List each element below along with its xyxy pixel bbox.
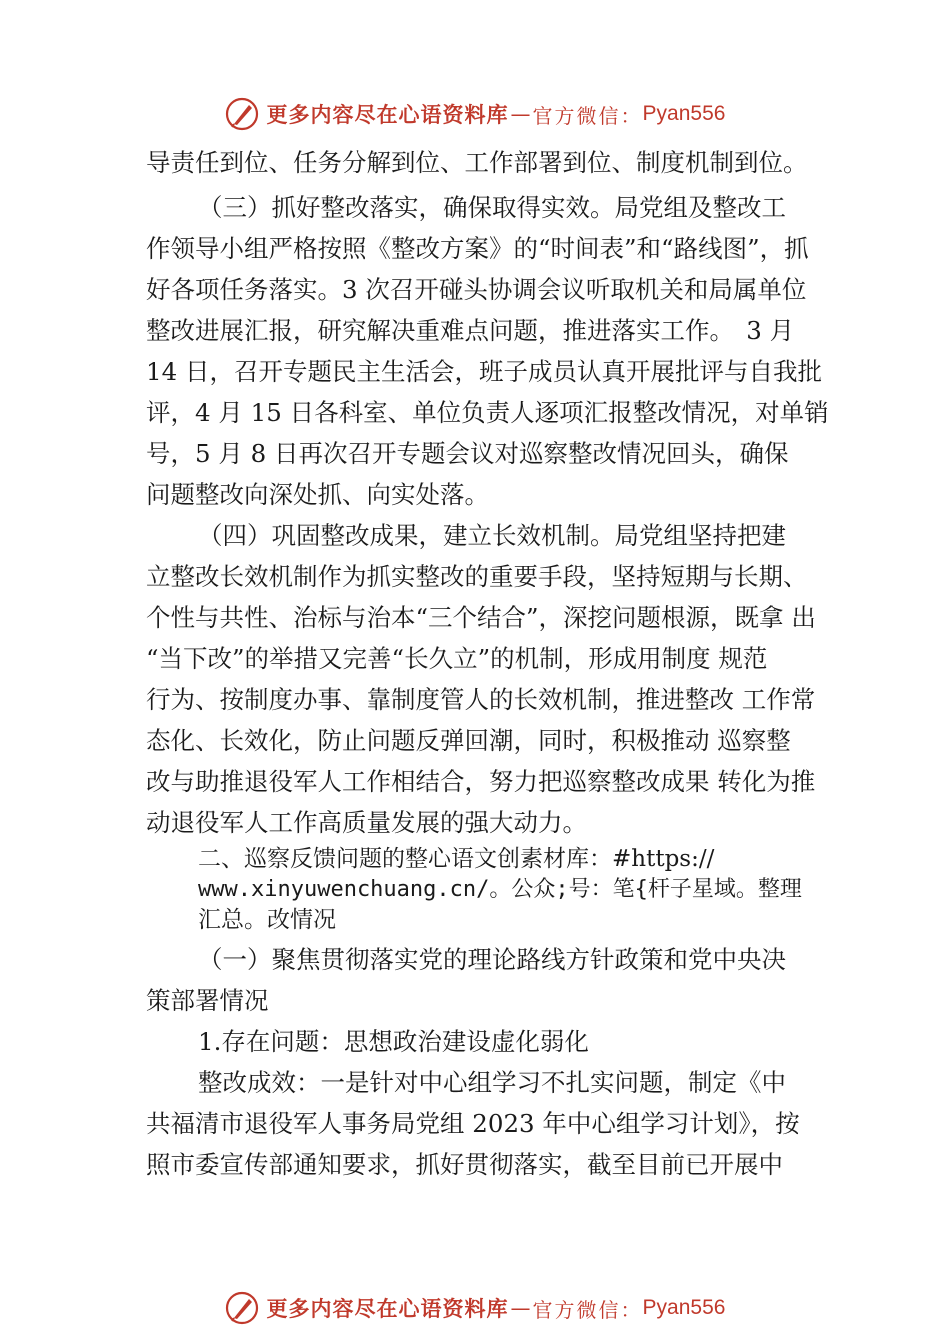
paragraph-4-heading: （四）巩固整改成果，建立长效机制。局党组坚持把建 [198,521,786,550]
text-line: 态化、长效化，防止问题反弹回潮，同时，积极推动 巡察整 [146,726,791,755]
text-line: 策部署情况 [146,986,269,1015]
text-line: 问题整改向深处抓、向实处落。 [146,480,489,509]
header-dash: — [510,102,531,126]
text-line: 整改进展汇报，研究解决重难点问题，推进落实工作。 3 月 [146,316,795,345]
text-line: 作领导小组严格按照《整改方案》的“时间表”和“路线图”，抓 [146,234,809,263]
problem-heading: 1.存在问题：思想政治建设虚化弱化 [198,1027,589,1056]
text-line: 汇总。改情况 [198,907,336,933]
text-line: “当下改”的举措又完善“长久立”的机制，形成用制度 规范 [146,644,768,673]
text-line: 整改成效：一是针对中心组学习不扎实问题，制定《中 [198,1068,786,1097]
subsection-1-heading: （一）聚焦贯彻落实党的理论路线方针政策和党中央决 [198,945,786,974]
text-line: 个性与共性、治标与治本“三个结合”，深挖问题根源，既拿 出 [146,603,816,632]
header-brand-text: 更多内容尽在心语资料库 [266,102,509,127]
quill-pen-logo-icon [225,97,259,131]
text-line: 号，5 月 8 日再次召开专题会议对巡察整改情况回头，确保 [146,439,789,468]
text-line: 立整改长效机制作为抓实整改的重要手段，坚持短期与长期、 [146,562,808,591]
text-line: 导责任到位、任务分解到位、工作部署到位、制度机制到位。 [146,148,808,177]
header-official-label: 官方微信： [532,103,643,128]
text-line: 改与助推退役军人工作相结合，努力把巡察整改成果 转化为推 [146,767,816,796]
header-wechat-id: Pyan556 [642,102,726,125]
section-2-heading: 二、巡察反馈问题的整心语文创素材库：#https:// [198,846,715,872]
footer-dash: — [510,1296,531,1320]
footer-wechat-id: Pyan556 [642,1296,726,1319]
footer-official-label: 官方微信： [532,1297,643,1322]
paragraph-3-heading: （三）抓好整改落实，确保取得实效。局党组及整改工 [198,193,786,222]
text-line: 好各项任务落实。3 次召开碰头协调会议听取机关和局属单位 [146,275,807,304]
footer-brand-text: 更多内容尽在心语资料库 [266,1296,509,1321]
text-line: 评，4 月 15 日各科室、单位负责人逐项汇报整改情况，对单销 [146,398,829,427]
watermark-url-line: www.xinyuwenchuang.cn/。公众;号：笔{杆子星域。整理 [198,877,802,902]
footer-banner [0,1286,950,1330]
header-banner [0,92,950,136]
text-line: 行为、按制度办事、靠制度管人的长效机制，推进整改 工作常 [146,685,816,714]
text-line: 14 日，召开专题民主生活会，班子成员认真开展批评与自我批 [146,357,822,386]
text-line: 动退役军人工作高质量发展的强大动力。 [146,808,587,837]
quill-pen-logo-icon [225,1291,259,1325]
text-line: 照市委宣传部通知要求，抓好贯彻落实，截至目前已开展中 [146,1150,783,1179]
text-line: 共福清市退役军人事务局党组 2023 年中心组学习计划》，按 [146,1109,800,1138]
